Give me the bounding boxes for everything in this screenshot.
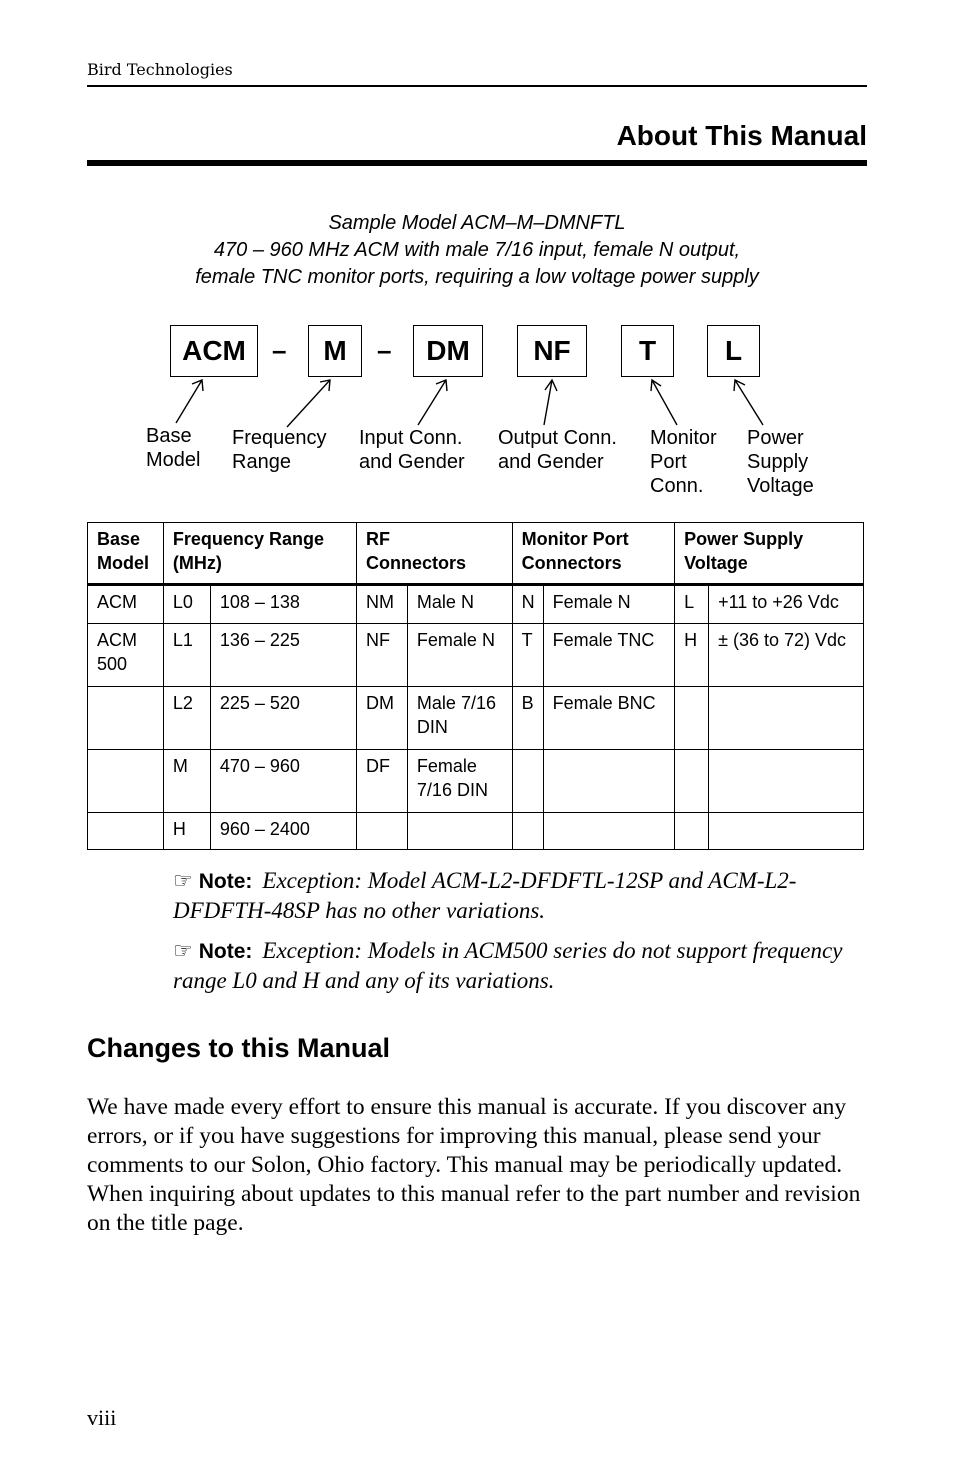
table-cell: H (675, 624, 709, 687)
table-cell: M (163, 750, 210, 813)
code-box-power: L (707, 325, 760, 377)
arrow-power (735, 380, 763, 425)
section-title: About This Manual (616, 120, 867, 151)
table-cell (709, 813, 864, 850)
table-cell (88, 750, 164, 813)
table-cell (512, 813, 543, 850)
table-cell: L (675, 585, 709, 624)
code-box-output: NF (517, 325, 587, 377)
table-cell: H (163, 813, 210, 850)
table-row (88, 687, 864, 750)
table-cell: 225 – 520 (210, 687, 356, 750)
running-header: Bird Technologies (87, 60, 233, 79)
table-cell: DF (356, 750, 407, 813)
table-cell: NF (356, 624, 407, 687)
table-cell (709, 687, 864, 750)
table-cell (675, 687, 709, 750)
arrow-monitor (652, 380, 677, 425)
changes-body: We have made every effort to ensure this manual is accurate. If you discover any errors, or if you have suggestions for improving this manual, please send your comments to our Solon, Ohio factory. This manual may be periodically updated. When inquiring about updates to this manual refer to the part number and revision on the title page. (87, 1094, 861, 1236)
table-cell: ± (36 to 72) Vdc (709, 624, 864, 687)
table-row (88, 813, 864, 850)
code-dash-1: – (272, 335, 287, 365)
code-box-input: DM (413, 325, 483, 377)
table-cell: 108 – 138 (210, 585, 356, 624)
sample-caption-line-3: female TNC monitor ports, requiring a low voltage power supply (195, 266, 759, 288)
table-cell: ACM 500 (88, 624, 164, 687)
sample-caption-line-2: 470 – 960 MHz ACM with male 7/16 input, female N output, (213, 239, 741, 261)
changes-title: Changes to this Manual (87, 1033, 391, 1063)
header-power-supply: Power Supply Voltage (675, 523, 864, 585)
table-cell (543, 750, 675, 813)
table-cell: Male N (407, 585, 512, 624)
code-box-base: ACM (170, 325, 258, 377)
arrow-frequency (287, 380, 330, 427)
table-cell: Female N (407, 624, 512, 687)
table-cell: 960 – 2400 (210, 813, 356, 850)
table-cell (407, 813, 512, 850)
header-rf-connectors: RF Connectors (356, 523, 512, 585)
table-cell (88, 687, 164, 750)
table-cell: +11 to +26 Vdc (709, 585, 864, 624)
table-cell (675, 813, 709, 850)
code-box-monitor: T (621, 325, 674, 377)
table-cell: Female TNC (543, 624, 675, 687)
table-cell: Male 7/16 DIN (407, 687, 512, 750)
table-cell: L2 (163, 687, 210, 750)
table-cell (543, 813, 675, 850)
label-input-conn: Input Conn. and Gender (359, 427, 465, 473)
table-row (88, 624, 864, 687)
table-cell: B (512, 687, 543, 750)
table-cell: 136 – 225 (210, 624, 356, 687)
sample-caption-line-1: Sample Model ACM–M–DMNFTL (328, 212, 626, 234)
arrow-input (418, 380, 446, 425)
table-cell: NM (356, 585, 407, 624)
model-options-table (87, 522, 864, 850)
table-cell (356, 813, 407, 850)
table-header-row (88, 523, 864, 585)
pointing-hand-icon: ☞ (173, 939, 193, 964)
label-output-conn: Output Conn. and Gender (498, 427, 617, 473)
table-cell (88, 813, 164, 850)
table-cell: DM (356, 687, 407, 750)
table-cell: ACM (88, 585, 164, 624)
table-cell: N (512, 585, 543, 624)
table-cell: T (512, 624, 543, 687)
label-monitor-port: Monitor Port Conn. (650, 427, 717, 497)
note-1: ☞ Note: Exception: Model ACM-L2-DFDFTL-12SP and ACM-L2-DFDFTH-48SP has no other variations. (173, 868, 797, 923)
header-monitor-port: Monitor Port Connectors (512, 523, 675, 585)
table-cell (512, 750, 543, 813)
header-frequency-range: Frequency Range (MHz) (163, 523, 356, 585)
table-cell: L1 (163, 624, 210, 687)
pointing-hand-icon: ☞ (173, 869, 193, 894)
table-cell: L0 (163, 585, 210, 624)
header-base-model: Base Model (88, 523, 164, 585)
table-cell: Female 7/16 DIN (407, 750, 512, 813)
label-frequency-range: Frequency Range (232, 427, 327, 473)
table-cell (675, 750, 709, 813)
table-cell: Female N (543, 585, 675, 624)
code-dash-2: – (377, 335, 392, 365)
label-power-supply: Power Supply Voltage (747, 427, 814, 497)
table-cell (709, 750, 864, 813)
code-box-frequency: M (308, 325, 362, 377)
table-cell: Female BNC (543, 687, 675, 750)
label-base-model: Base Model (146, 425, 201, 471)
table-row (88, 585, 864, 624)
arrow-base (176, 380, 202, 423)
page-number: viii (87, 1405, 117, 1430)
table-cell: 470 – 960 (210, 750, 356, 813)
table-row (88, 750, 864, 813)
note-2: ☞ Note: Exception: Models in ACM500 series do not support frequency range L0 and H and any of its variations. (173, 938, 843, 993)
